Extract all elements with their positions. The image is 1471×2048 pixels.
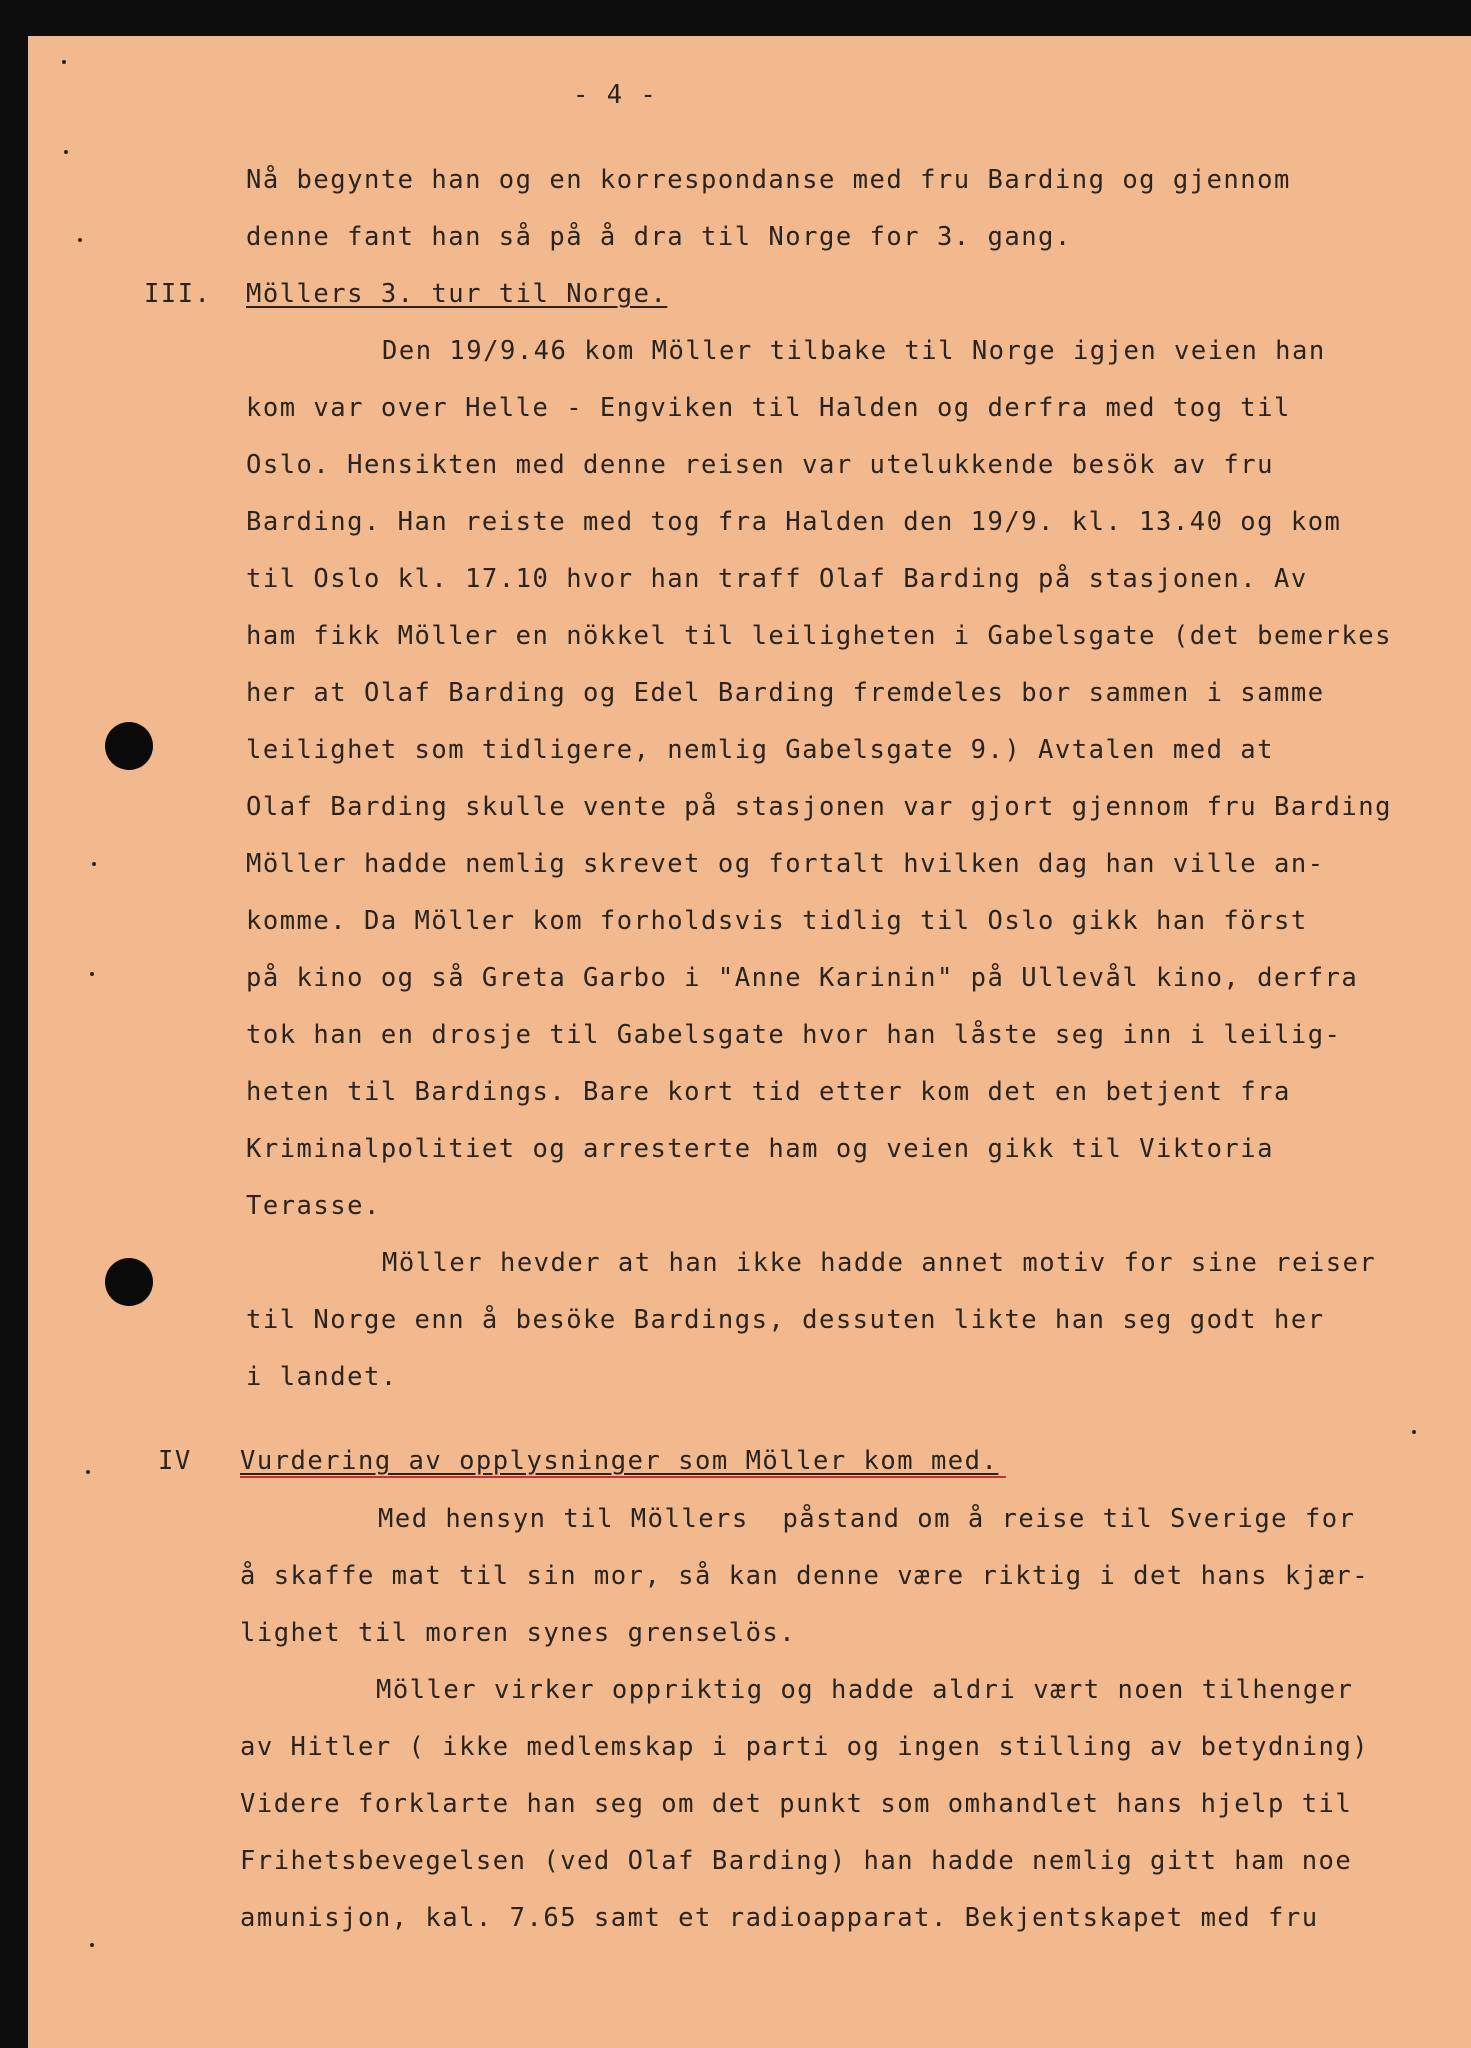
text-line: amunisjon, kal. 7.65 samt et radioapparat. Bekjentskapet med fru <box>240 1903 1319 1933</box>
punch-hole-bottom <box>105 1258 153 1306</box>
margin-mark <box>90 1943 94 1947</box>
text-line: kom var over Helle - Engviken til Halden og derfra med tog til <box>246 393 1291 423</box>
text-line: Kriminalpolitiet og arresterte ham og veien gikk til Viktoria <box>246 1134 1274 1164</box>
text-line: Möller hadde nemlig skrevet og fortalt hvilken dag han ville an- <box>246 849 1325 879</box>
text-line: Den 19/9.46 kom Möller tilbake til Norge igjen veien han <box>382 336 1326 366</box>
section-number: IV <box>158 1446 192 1476</box>
text-line: tok han en drosje til Gabelsgate hvor han låste seg inn i leilig- <box>246 1020 1342 1050</box>
text-line: Barding. Han reiste med tog fra Halden den 19/9. kl. 13.40 og kom <box>246 507 1342 537</box>
text-line: denne fant han så på å dra til Norge for 3. gang. <box>246 222 1072 252</box>
margin-mark <box>62 60 66 64</box>
margin-mark <box>86 1470 90 1474</box>
text-line: Olaf Barding skulle vente på stasjonen var gjort gjennom fru Barding <box>246 792 1392 822</box>
text-line: i landet. <box>246 1362 398 1392</box>
text-line: Möller hevder at han ikke hadde annet motiv for sine reiser <box>382 1248 1377 1278</box>
text-line: heten til Bardings. Bare kort tid etter kom det en betjent fra <box>246 1077 1291 1107</box>
text-line: på kino og så Greta Garbo i "Anne Karinin" på Ullevål kino, derfra <box>246 963 1359 993</box>
text-line: av Hitler ( ikke medlemskap i parti og ingen stilling av betydning) <box>240 1732 1370 1762</box>
margin-mark <box>64 150 68 154</box>
text-line: å skaffe mat til sin mor, så kan denne være riktig i det hans kjær- <box>240 1561 1370 1591</box>
text-line: her at Olaf Barding og Edel Barding fremdeles bor sammen i samme <box>246 678 1325 708</box>
section-heading: Möllers 3. tur til Norge. <box>246 279 668 309</box>
text-line: Nå begynte han og en korrespondanse med fru Barding og gjennom <box>246 165 1291 195</box>
text-line: ham fikk Möller en nökkel til leiligheten i Gabelsgate (det bemerkes <box>246 621 1392 651</box>
text-line: lighet til moren synes grenselös. <box>240 1618 797 1648</box>
text-line: komme. Da Möller kom forholdsvis tidlig til Oslo gikk han först <box>246 906 1308 936</box>
text-line: Oslo. Hensikten med denne reisen var utelukkende besök av fru <box>246 450 1274 480</box>
text-line: Med hensyn til Möllers påstand om å reise til Sverige for <box>378 1504 1356 1534</box>
margin-mark <box>90 972 94 976</box>
text-line: leilighet som tidligere, nemlig Gabelsgate 9.) Avtalen med at <box>246 735 1274 765</box>
margin-mark <box>78 238 82 242</box>
text-line: til Norge enn å besöke Bardings, dessuten likte han seg godt her <box>246 1305 1325 1335</box>
text-line: Frihetsbevegelsen (ved Olaf Barding) han hadde nemlig gitt ham noe <box>240 1846 1353 1876</box>
page-number: - 4 - <box>573 80 658 110</box>
section-heading: Vurdering av opplysninger som Möller kom med. <box>240 1446 999 1476</box>
section-number: III. <box>144 279 212 309</box>
red-underline <box>240 1476 1006 1478</box>
text-line: Terasse. <box>246 1191 381 1221</box>
margin-mark <box>1412 1430 1416 1434</box>
text-line: Möller virker oppriktig og hadde aldri vært noen tilhenger <box>376 1675 1354 1705</box>
text-line: Videre forklarte han seg om det punkt som omhandlet hans hjelp til <box>240 1789 1353 1819</box>
text-line: til Oslo kl. 17.10 hvor han traff Olaf Barding på stasjonen. Av <box>246 564 1308 594</box>
margin-mark <box>92 862 96 866</box>
punch-hole-top <box>105 722 153 770</box>
